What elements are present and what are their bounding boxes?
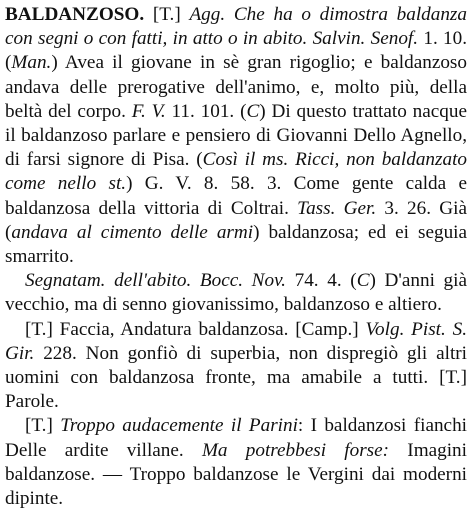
entry-paragraph-parini	[5, 414, 467, 511]
italic-text-run: Ma potrebbesi forse:	[201, 439, 390, 461]
text-run: 1. 10. (	[5, 28, 468, 74]
italic-text-run: Volg. Pist. S. Gir.	[5, 318, 467, 364]
text-run: : I baldanzosi fianchi Delle ardite villane.	[5, 415, 467, 461]
italic-text-run: C	[356, 270, 370, 292]
italic-text-run: Troppo audacemente il Parini	[60, 415, 298, 437]
italic-text-run: Agg. Che ha o dimostra baldanza con segni o con fatti, in atto o in abito. Salvin. Senof.	[5, 4, 467, 50]
entry-paragraph-definition	[5, 3, 467, 269]
entry-paragraph-abito	[5, 269, 467, 317]
italic-text-run: Segnatam. dell'abito. Bocc. Nov.	[25, 270, 286, 292]
text-run: [T.]	[25, 415, 61, 437]
text-run: ) G. V. 8. 58. 3. Come gente calda e baldanzosa della vittoria di Coltrai.	[5, 173, 467, 219]
text-run: ) Avea il giovane in sè gran rigoglio; e baldanzoso andava delle prerogative dell'animo, e, molto più, della beltà del corpo.	[5, 52, 467, 122]
text-run: ) baldanzosa; ed ei seguia smarrito.	[5, 221, 468, 268]
italic-text-run: C	[246, 100, 260, 122]
text-run: 11. 101. (	[165, 100, 247, 122]
text-run: ) Di questo trattato nacque il baldanzoso parlare e pensiero di Giovanni Dello Agnello, di farsi signore di Pisa. (	[5, 100, 467, 171]
text-run: [T.]	[144, 4, 190, 25]
italic-text-run: Così il ms. Ricci, non baldanzato come nello st.	[5, 149, 467, 195]
entry-paragraph-faccia	[5, 318, 467, 415]
text-run: 228. Non gonfiò di superbia, non dispregiò gli altri uomini con baldanzosa fronte, ma amabile a tutti. [T.] Parole.	[5, 342, 467, 413]
definition-text	[5, 4, 467, 267]
text-run: Imagini baldanzose. — Troppo baldanzose le Vergini dai moderni dipinte.	[5, 439, 467, 510]
text-run: [T.] Faccia, Andatura baldanzosa. [Camp.]	[25, 318, 366, 340]
italic-text-run: Man.	[11, 52, 52, 74]
text-run: ) D'anni già vecchio, ma di senno giovanissimo, baldanzoso e altiero.	[5, 270, 467, 316]
italic-text-run: Tass. Ger.	[297, 197, 377, 219]
italic-text-run: F. V.	[131, 100, 166, 122]
italic-text-run: andava al cimento delle armi	[11, 221, 254, 243]
text-run: 3. 26. Già (	[5, 197, 467, 243]
entry-headword: BALDANZOSO.	[5, 4, 145, 25]
text-run: 74. 4. (	[285, 270, 357, 292]
